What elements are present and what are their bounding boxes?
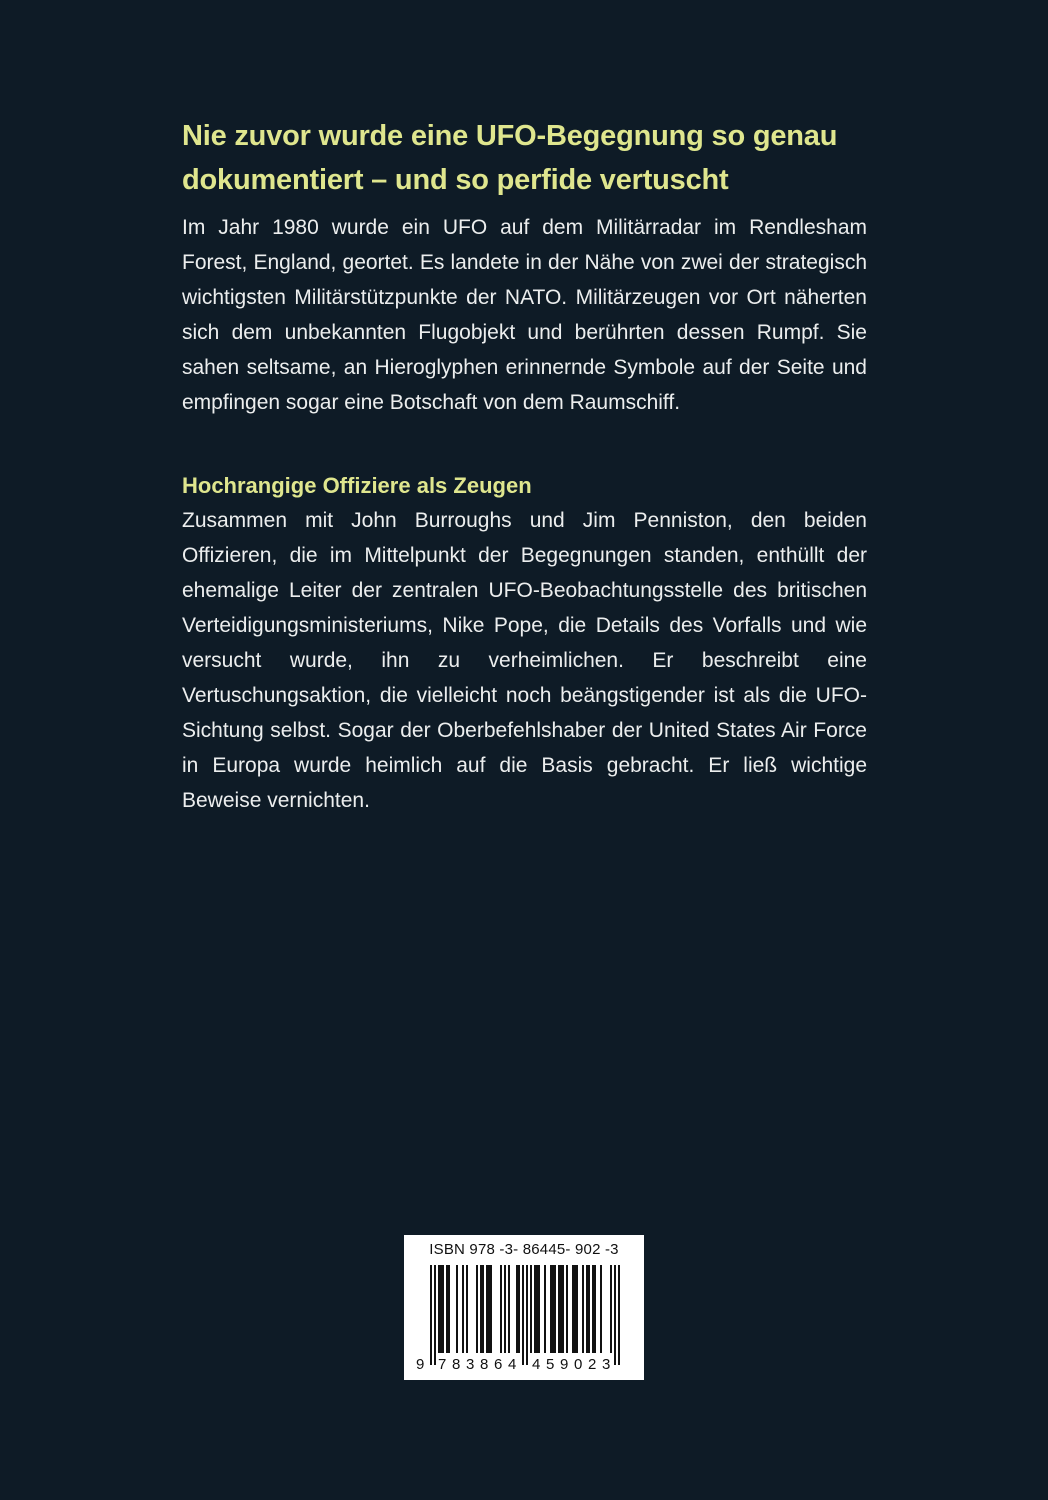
back-cover-text	[182, 114, 867, 818]
ean-digit: 9	[416, 1356, 425, 1373]
ean-digit: 6	[494, 1356, 503, 1373]
ean-digit: 0	[574, 1356, 583, 1373]
ean-digit: 8	[452, 1356, 461, 1373]
ean-digit: 2	[588, 1356, 597, 1373]
ean-digit: 3	[466, 1356, 475, 1373]
subheading: Hochrangige Offiziere als Zeugen	[182, 473, 532, 498]
ean-digit: 3	[602, 1356, 611, 1373]
ean-digit: 4	[532, 1356, 541, 1373]
paragraph-rendlesham: Im Jahr 1980 wurde ein UFO auf dem Militärradar im Rendlesham Forest, England, geortet. Es landete in der Nähe von zwei der strategisch wichtigsten Militärstützpunkte der NATO. Militärzeugen vor Ort näherten sich dem unbekannten Flugobjekt und berührten dessen Rumpf. Sie sahen seltsame, an Hieroglyphen erinnernde Symbole auf der Seite und empfingen sogar eine Botschaft von dem Raumschiff.	[182, 216, 867, 414]
ean-digit: 7	[438, 1356, 447, 1373]
paragraph-officers: Zusammen mit John Burroughs und Jim Penniston, den beiden Offizieren, die im Mittelpunkt der Begegnungen standen, enthüllt der ehemalige Leiter der zentralen UFO-Beobachtungsstelle des britischen Verteidigungsministeriums, Nike Pope, die Details des Vorfalls und wie versucht wurde, ihn zu verheimlichen. Er beschreibt eine Vertuschungsaktion, die vielleicht noch beängstigender ist als die UFO-Sichtung selbst. Sogar der Oberbefehlshaber der United States Air Force in Europa wurde heimlich auf die Basis gebracht. Er ließ wichtige Beweise vernichten.	[182, 509, 867, 812]
ean-digit: 9	[560, 1356, 569, 1373]
isbn-barcode	[404, 1235, 644, 1380]
ean-digit: 5	[546, 1356, 555, 1373]
ean-digit: 4	[508, 1356, 517, 1373]
ean-digit: 8	[480, 1356, 489, 1373]
isbn-label: ISBN 978 -3- 86445- 902 -3	[429, 1241, 619, 1258]
headline: Nie zuvor wurde eine UFO-Begegnung so genau dokumentiert – und so perfide vertuscht	[182, 120, 838, 196]
ean-digits	[404, 1235, 644, 1380]
